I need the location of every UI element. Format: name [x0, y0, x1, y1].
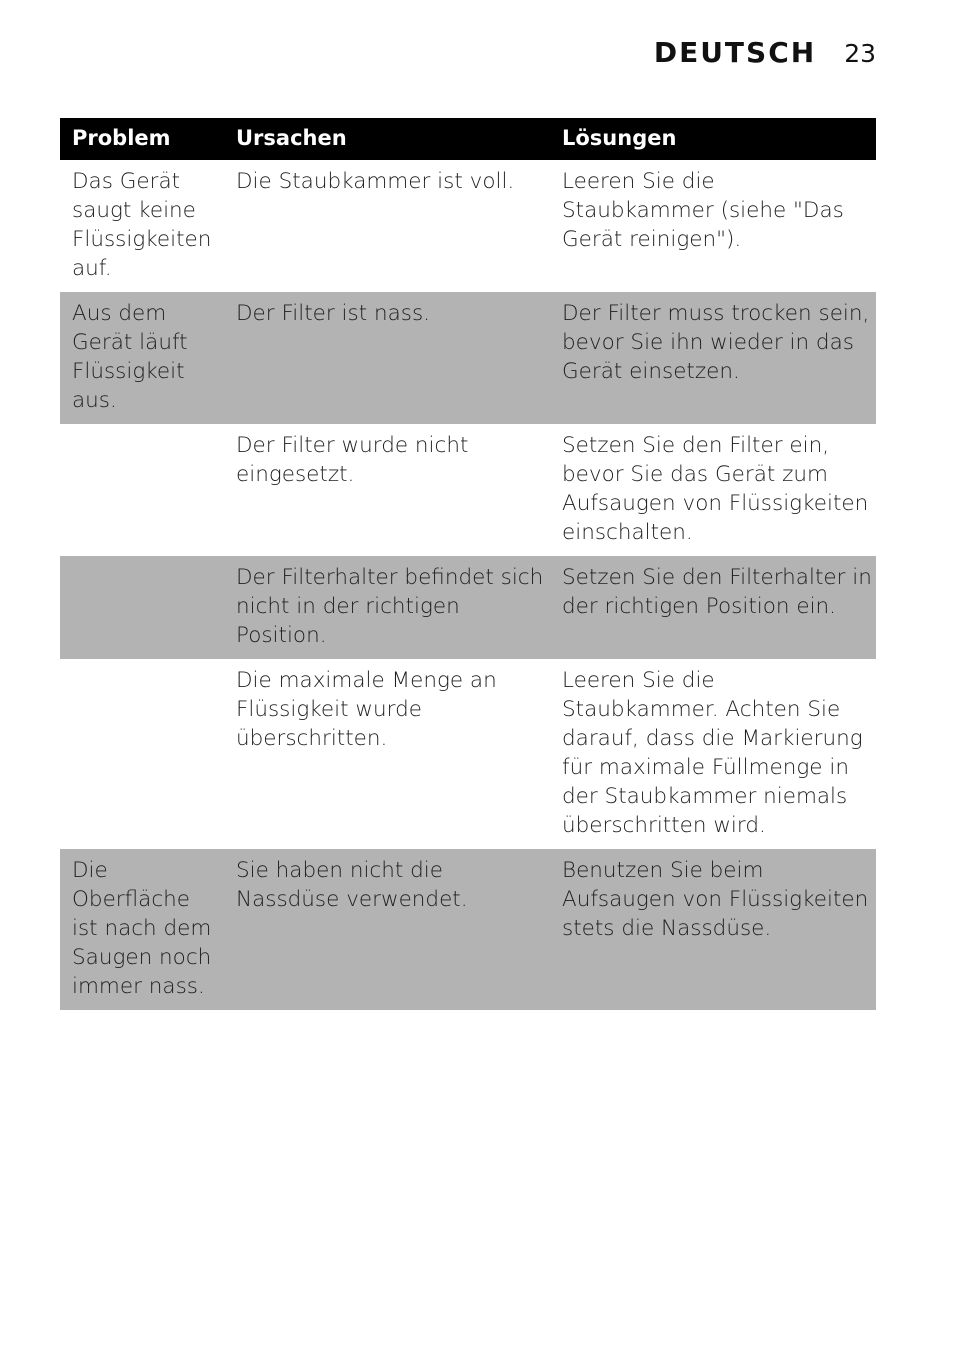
- table-row: [60, 849, 876, 1010]
- column-header-problem: Problem: [60, 118, 224, 160]
- table-row: [60, 424, 876, 556]
- problem-cell: [60, 556, 224, 659]
- cause-cell: Die maximale Menge an Flüssigkeit wurde überschritten.: [236, 668, 497, 751]
- solution-cell: Benutzen Sie beim Aufsaugen von Flüssigkeiten stets die Nassdüse.: [550, 849, 876, 1010]
- table-row: [60, 556, 876, 659]
- page-number: 23: [844, 39, 876, 68]
- column-header-causes: Ursachen: [224, 118, 550, 160]
- problem-cell: [60, 659, 224, 849]
- page-header: [654, 36, 876, 69]
- problem-cell: Die Oberfläche ist nach dem Saugen noch immer nass.: [60, 849, 224, 1010]
- table-row: [60, 292, 876, 424]
- solution-cell: Leeren Sie die Staubkammer (siehe "Das Gerät reinigen").: [562, 169, 844, 252]
- table-header-row: [60, 118, 876, 160]
- problem-cell: [60, 424, 224, 556]
- cause-cell: Die Staubkammer ist voll.: [236, 169, 515, 194]
- troubleshooting-table: [60, 118, 876, 1010]
- table-row: [60, 659, 876, 849]
- table-row: [60, 160, 876, 292]
- cause-cell: Sie haben nicht die Nassdüse verwendet.: [224, 849, 550, 1010]
- solution-cell: Der Filter muss trocken sein, bevor Sie ihn wieder in das Gerät einsetzen.: [550, 292, 876, 424]
- solution-cell: Setzen Sie den Filterhalter in der richtigen Position ein.: [550, 556, 876, 659]
- cause-cell: Der Filter ist nass.: [224, 292, 550, 424]
- column-header-solutions: Lösungen: [550, 118, 876, 160]
- cause-cell: Der Filterhalter befindet sich nicht in der richtigen Position.: [224, 556, 550, 659]
- section-label: DEUTSCH: [653, 36, 817, 69]
- problem-cell: Das Gerät saugt keine Flüssigkeiten auf.: [72, 169, 212, 281]
- problem-cell: Aus dem Gerät läuft Flüssigkeit aus.: [60, 292, 224, 424]
- solution-cell: Setzen Sie den Filter ein, bevor Sie das Gerät zum Aufsaugen von Flüssigkeiten einschalten.: [562, 433, 869, 545]
- solution-cell: Leeren Sie die Staubkammer. Achten Sie darauf, dass die Markierung für maximale Füllmenge in der Staubkammer niemals überschritten wird.: [562, 668, 863, 838]
- cause-cell: Der Filter wurde nicht eingesetzt.: [236, 433, 469, 487]
